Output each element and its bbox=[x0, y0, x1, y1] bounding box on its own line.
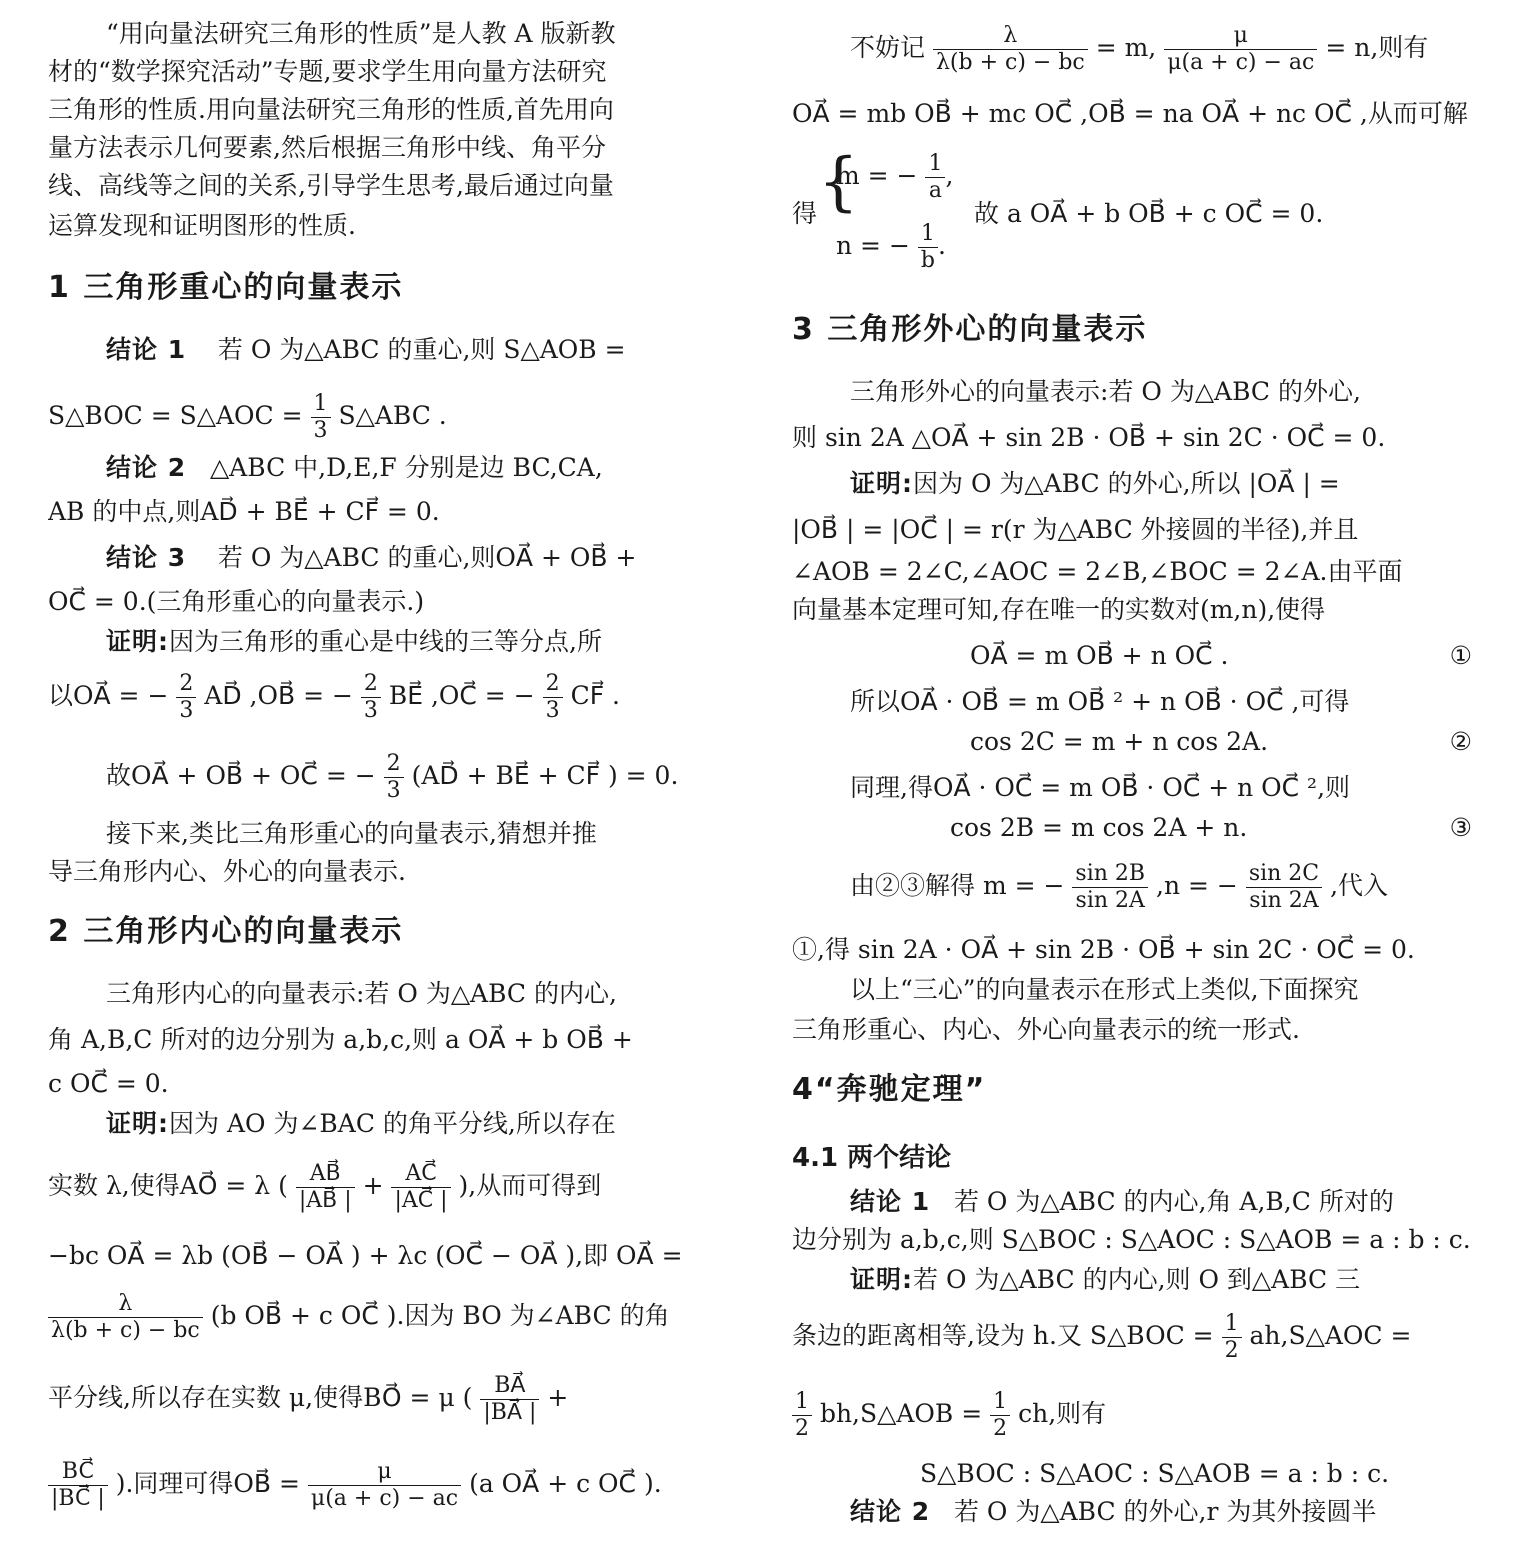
intro-line: “用向量法研究三角形的性质”是人教 A 版新教 bbox=[106, 19, 616, 48]
conclusion-text: △ABC 中,D,E,F 分别是边 BC,CA, bbox=[209, 453, 603, 482]
equation-text: OA⃗ = m OB⃗ + n OC⃗ . bbox=[970, 641, 1229, 670]
formula-part: , bbox=[945, 161, 954, 190]
conclusion-2 bbox=[48, 450, 732, 486]
formula-part: + bbox=[547, 1383, 569, 1412]
equation-2 bbox=[792, 724, 1482, 760]
fraction: $\frac{1}{2}$ bbox=[792, 1389, 812, 1442]
fraction: $\frac{\mu}{\mu(a + c) - ac}$ bbox=[308, 1459, 461, 1512]
right-conclusion-1 bbox=[792, 1184, 1482, 1220]
formula-part: (a OA⃗ + c OC⃗ ). bbox=[469, 1469, 662, 1498]
conclusion-label: 结论 3 bbox=[106, 543, 187, 572]
equation-3-pre: 同理,得OA⃗ · OC⃗ = m OB⃗ · OC⃗ + n OC⃗ ²,则 bbox=[850, 773, 1351, 802]
proof-4 bbox=[792, 1262, 1482, 1298]
fraction: $\frac{\mu}{\mu(a + c) - ac}$ bbox=[1164, 23, 1317, 76]
proof-2-formula bbox=[48, 1366, 732, 1430]
formula-part: 条边的距离相等,设为 h.又 S△BOC = bbox=[792, 1321, 1214, 1350]
proof-2-line: −bc OA⃗ = λb (OB⃗ − OA⃗ ) + λc (OC⃗ − OA⃗ ),即 OA⃗ = bbox=[48, 1241, 683, 1270]
left-brace-icon: { bbox=[818, 145, 859, 219]
fraction: $\frac{2}{3}$ bbox=[361, 671, 381, 724]
proof-3-line: |OB⃗ | = |OC⃗ | = r(r 为△ABC 外接圆的半径),并且 bbox=[792, 515, 1359, 544]
formula-part: AD⃗ ,OB⃗ = − bbox=[204, 681, 353, 710]
intro-line: 运算发现和证明图形的性质. bbox=[48, 211, 356, 240]
transition-line: 导三角形内心、外心的向量表示. bbox=[48, 857, 406, 886]
right-conclusion-1-cont: 边分别为 a,b,c,则 S△BOC : S△AOC : S△AOB = a : b : c. bbox=[792, 1225, 1471, 1254]
conclusion-1-cont bbox=[48, 390, 732, 444]
proof-1-formula bbox=[48, 668, 732, 724]
incenter-text: c OC⃗ = 0. bbox=[48, 1069, 169, 1098]
fraction: $\frac{\lambda}{\lambda(b + c) - bc}$ bbox=[48, 1291, 203, 1344]
circumcenter-text: 三角形外心的向量表示:若 O 为△ABC 的外心, bbox=[850, 377, 1361, 406]
formula-part: ).同理可得OB⃗ = bbox=[115, 1469, 300, 1498]
formula-part: 以OA⃗ = − bbox=[48, 681, 169, 710]
conclusion-label: 结论 1 bbox=[106, 335, 187, 364]
proof-text: 因为三角形的重心是中线的三等分点,所 bbox=[169, 627, 602, 656]
proof-2-formula bbox=[48, 1288, 732, 1344]
equation-number: ① bbox=[1449, 641, 1472, 670]
system-de: 得 bbox=[792, 199, 818, 228]
transition-line: 接下来,类比三角形重心的向量表示,猜想并推 bbox=[106, 819, 597, 848]
section-heading-4: 4“奔驰定理” bbox=[792, 1072, 987, 1107]
proof-label: 证明: bbox=[850, 469, 913, 498]
formula-part: m = − bbox=[836, 161, 918, 190]
conclusion-text: 若 O 为△ABC 的内心,角 A,B,C 所对的 bbox=[953, 1187, 1394, 1216]
formula-part: ),从而可得到 bbox=[458, 1171, 602, 1200]
proof-text: 因为 AO 为∠BAC 的角平分线,所以存在 bbox=[169, 1109, 616, 1138]
conclusion-3 bbox=[48, 540, 732, 576]
ratio-line: S△BOC : S△AOC : S△AOB = a : b : c. bbox=[920, 1459, 1390, 1488]
equation-3 bbox=[792, 810, 1482, 846]
subsection-heading-4-1: 4.1 两个结论 bbox=[792, 1143, 952, 1173]
proof-3-line: ∠AOB = 2∠C,∠AOC = 2∠B,∠BOC = 2∠A.由平面 bbox=[792, 557, 1403, 586]
fraction: $\frac{2}{3}$ bbox=[384, 751, 404, 804]
formula-part: n = − bbox=[836, 231, 910, 260]
formula-part: = n,则有 bbox=[1325, 33, 1429, 62]
formula-part: S△ABC . bbox=[338, 401, 447, 430]
formula-part: S△BOC = S△AOC = bbox=[48, 401, 303, 430]
proof-2-formula bbox=[48, 1452, 732, 1516]
solution-line bbox=[792, 856, 1482, 916]
proof-3-line: 向量基本定理可知,存在唯一的实数对(m,n),使得 bbox=[792, 595, 1326, 624]
proof-2 bbox=[48, 1106, 732, 1142]
formula-part: ,代入 bbox=[1330, 871, 1389, 900]
equation-number: ③ bbox=[1449, 813, 1472, 842]
formula-part: ah,S△AOC = bbox=[1249, 1321, 1412, 1350]
intro-line: 材的“数学探究活动”专题,要求学生用向量方法研究 bbox=[48, 57, 607, 86]
fraction: $\frac{2}{3}$ bbox=[543, 671, 563, 724]
fraction: $\frac{2}{3}$ bbox=[176, 671, 196, 724]
vector-relations: OA⃗ = mb OB⃗ + mc OC⃗ ,OB⃗ = na OA⃗ + nc OC⃗ ,从而可解 bbox=[792, 99, 1468, 128]
fraction: $\frac{BC⃗}{|BC⃗ |}$ bbox=[48, 1459, 108, 1512]
fraction: $\frac{AB⃗}{|AB⃗ |}$ bbox=[296, 1161, 355, 1214]
proof-label: 证明: bbox=[106, 1109, 169, 1138]
fraction: $\frac{1}{b}$ bbox=[918, 221, 938, 274]
solution-result: ①,得 sin 2A · OA⃗ + sin 2B · OB⃗ + sin 2C · OC⃗ = 0. bbox=[792, 935, 1415, 964]
proof-label: 证明: bbox=[850, 1265, 913, 1294]
formula-part: BE⃗ ,OC⃗ = − bbox=[388, 681, 535, 710]
formula-part: 由②③解得 m = − bbox=[850, 871, 1065, 900]
conclusion-3-cont: OC⃗ = 0.(三角形重心的向量表示.) bbox=[48, 587, 425, 616]
equation-1 bbox=[792, 638, 1482, 674]
fraction: $\frac{\sin 2B}{\sin 2A}$ bbox=[1072, 861, 1148, 914]
equation-text: cos 2C = m + n cos 2A. bbox=[970, 727, 1269, 756]
formula-part: ch,则有 bbox=[1018, 1399, 1107, 1428]
summary-line: 以上“三心”的向量表示在形式上类似,下面探究 bbox=[850, 975, 1359, 1004]
right-conclusion-2 bbox=[792, 1494, 1482, 1530]
formula-part: + bbox=[362, 1171, 384, 1200]
formula-part: (b OB⃗ + c OC⃗ ).因为 BO 为∠ABC 的角 bbox=[210, 1301, 670, 1330]
fraction: $\frac{1}{2}$ bbox=[1222, 1311, 1242, 1364]
intro-line: 三角形的性质.用向量法研究三角形的性质,首先用向 bbox=[48, 95, 614, 124]
incenter-text: 角 A,B,C 所对的边分别为 a,b,c,则 a OA⃗ + b OB⃗ + bbox=[48, 1025, 633, 1054]
fraction: $\frac{AC⃗}{|AC⃗ |}$ bbox=[391, 1161, 450, 1214]
proof-4-formula bbox=[792, 1306, 1482, 1366]
proof-label: 证明: bbox=[106, 627, 169, 656]
equation-text: cos 2B = m cos 2A + n. bbox=[950, 813, 1248, 842]
proof-text: 因为 O 为△ABC 的外心,所以 |OA⃗ | = bbox=[913, 469, 1340, 498]
conclusion-1 bbox=[48, 332, 732, 368]
formula-part: (AD⃗ + BE⃗ + CF⃗ ) = 0. bbox=[411, 761, 679, 790]
intro-line: 量方法表示几何要素,然后根据三角形中线、角平分 bbox=[48, 133, 606, 162]
conclusion-label: 结论 2 bbox=[850, 1497, 931, 1526]
conclusion-text: 若 O 为△ABC 的重心,则OA⃗ + OB⃗ + bbox=[217, 543, 637, 572]
incenter-text: 三角形内心的向量表示:若 O 为△ABC 的内心, bbox=[106, 979, 617, 1008]
proof-text: 若 O 为△ABC 的内心,则 O 到△ABC 三 bbox=[913, 1265, 1361, 1294]
proof-1-result bbox=[48, 748, 732, 804]
formula-part: = m, bbox=[1095, 33, 1157, 62]
substitution-line bbox=[792, 20, 1482, 76]
formula-part: . bbox=[937, 231, 946, 260]
section-heading-1: 1 三角形重心的向量表示 bbox=[48, 270, 404, 305]
conclusion-2-cont: AB 的中点,则AD⃗ + BE⃗ + CF⃗ = 0. bbox=[48, 497, 440, 526]
section-heading-3: 3 三角形外心的向量表示 bbox=[792, 312, 1148, 347]
conclusion-label: 结论 1 bbox=[850, 1187, 931, 1216]
intro-line: 线、高线等之间的关系,引导学生思考,最后通过向量 bbox=[48, 171, 614, 200]
formula-part: 不妨记 bbox=[850, 33, 926, 62]
fraction: $\frac{1}{a}$ bbox=[925, 151, 945, 204]
conclusion-label: 结论 2 bbox=[106, 453, 187, 482]
equation-2-pre: 所以OA⃗ · OB⃗ = m OB⃗ ² + n OB⃗ · OC⃗ ,可得 bbox=[850, 687, 1350, 716]
proof-3 bbox=[792, 466, 1482, 502]
formula-part: ,n = − bbox=[1156, 871, 1238, 900]
fraction: $\frac{1}{3}$ bbox=[311, 391, 331, 444]
formula-part: bh,S△AOB = bbox=[819, 1399, 983, 1428]
equation-number: ② bbox=[1449, 727, 1472, 756]
formula-part: CF⃗ . bbox=[570, 681, 620, 710]
proof-4-formula bbox=[792, 1384, 1482, 1444]
circumcenter-text: 则 sin 2A △OA⃗ + sin 2B · OB⃗ + sin 2C · OC⃗ = 0. bbox=[792, 423, 1386, 452]
formula-part: 故OA⃗ + OB⃗ + OC⃗ = − bbox=[106, 761, 376, 790]
fraction: $\frac{1}{2}$ bbox=[990, 1389, 1010, 1442]
system-result: 故 a OA⃗ + b OB⃗ + c OC⃗ = 0. bbox=[974, 199, 1324, 228]
conclusion-text: 若 O 为△ABC 的外心,r 为其外接圆半 bbox=[953, 1497, 1377, 1526]
formula-part: 实数 λ,使得AO⃗ = λ ( bbox=[48, 1171, 288, 1200]
formula-part: 平分线,所以存在实数 μ,使得BO⃗ = μ ( bbox=[48, 1383, 473, 1412]
fraction: $\frac{BA⃗}{|BA⃗ |}$ bbox=[480, 1373, 539, 1426]
conclusion-text: 若 O 为△ABC 的重心,则 S△AOB = bbox=[217, 335, 626, 364]
fraction: $\frac{\lambda}{\lambda(b + c) - bc}$ bbox=[933, 23, 1088, 76]
proof-2-formula bbox=[48, 1154, 732, 1218]
proof-1 bbox=[48, 624, 732, 660]
summary-line: 三角形重心、内心、外心向量表示的统一形式. bbox=[792, 1015, 1300, 1044]
section-heading-2: 2 三角形内心的向量表示 bbox=[48, 914, 404, 949]
fraction: $\frac{\sin 2C}{\sin 2A}$ bbox=[1246, 861, 1322, 914]
